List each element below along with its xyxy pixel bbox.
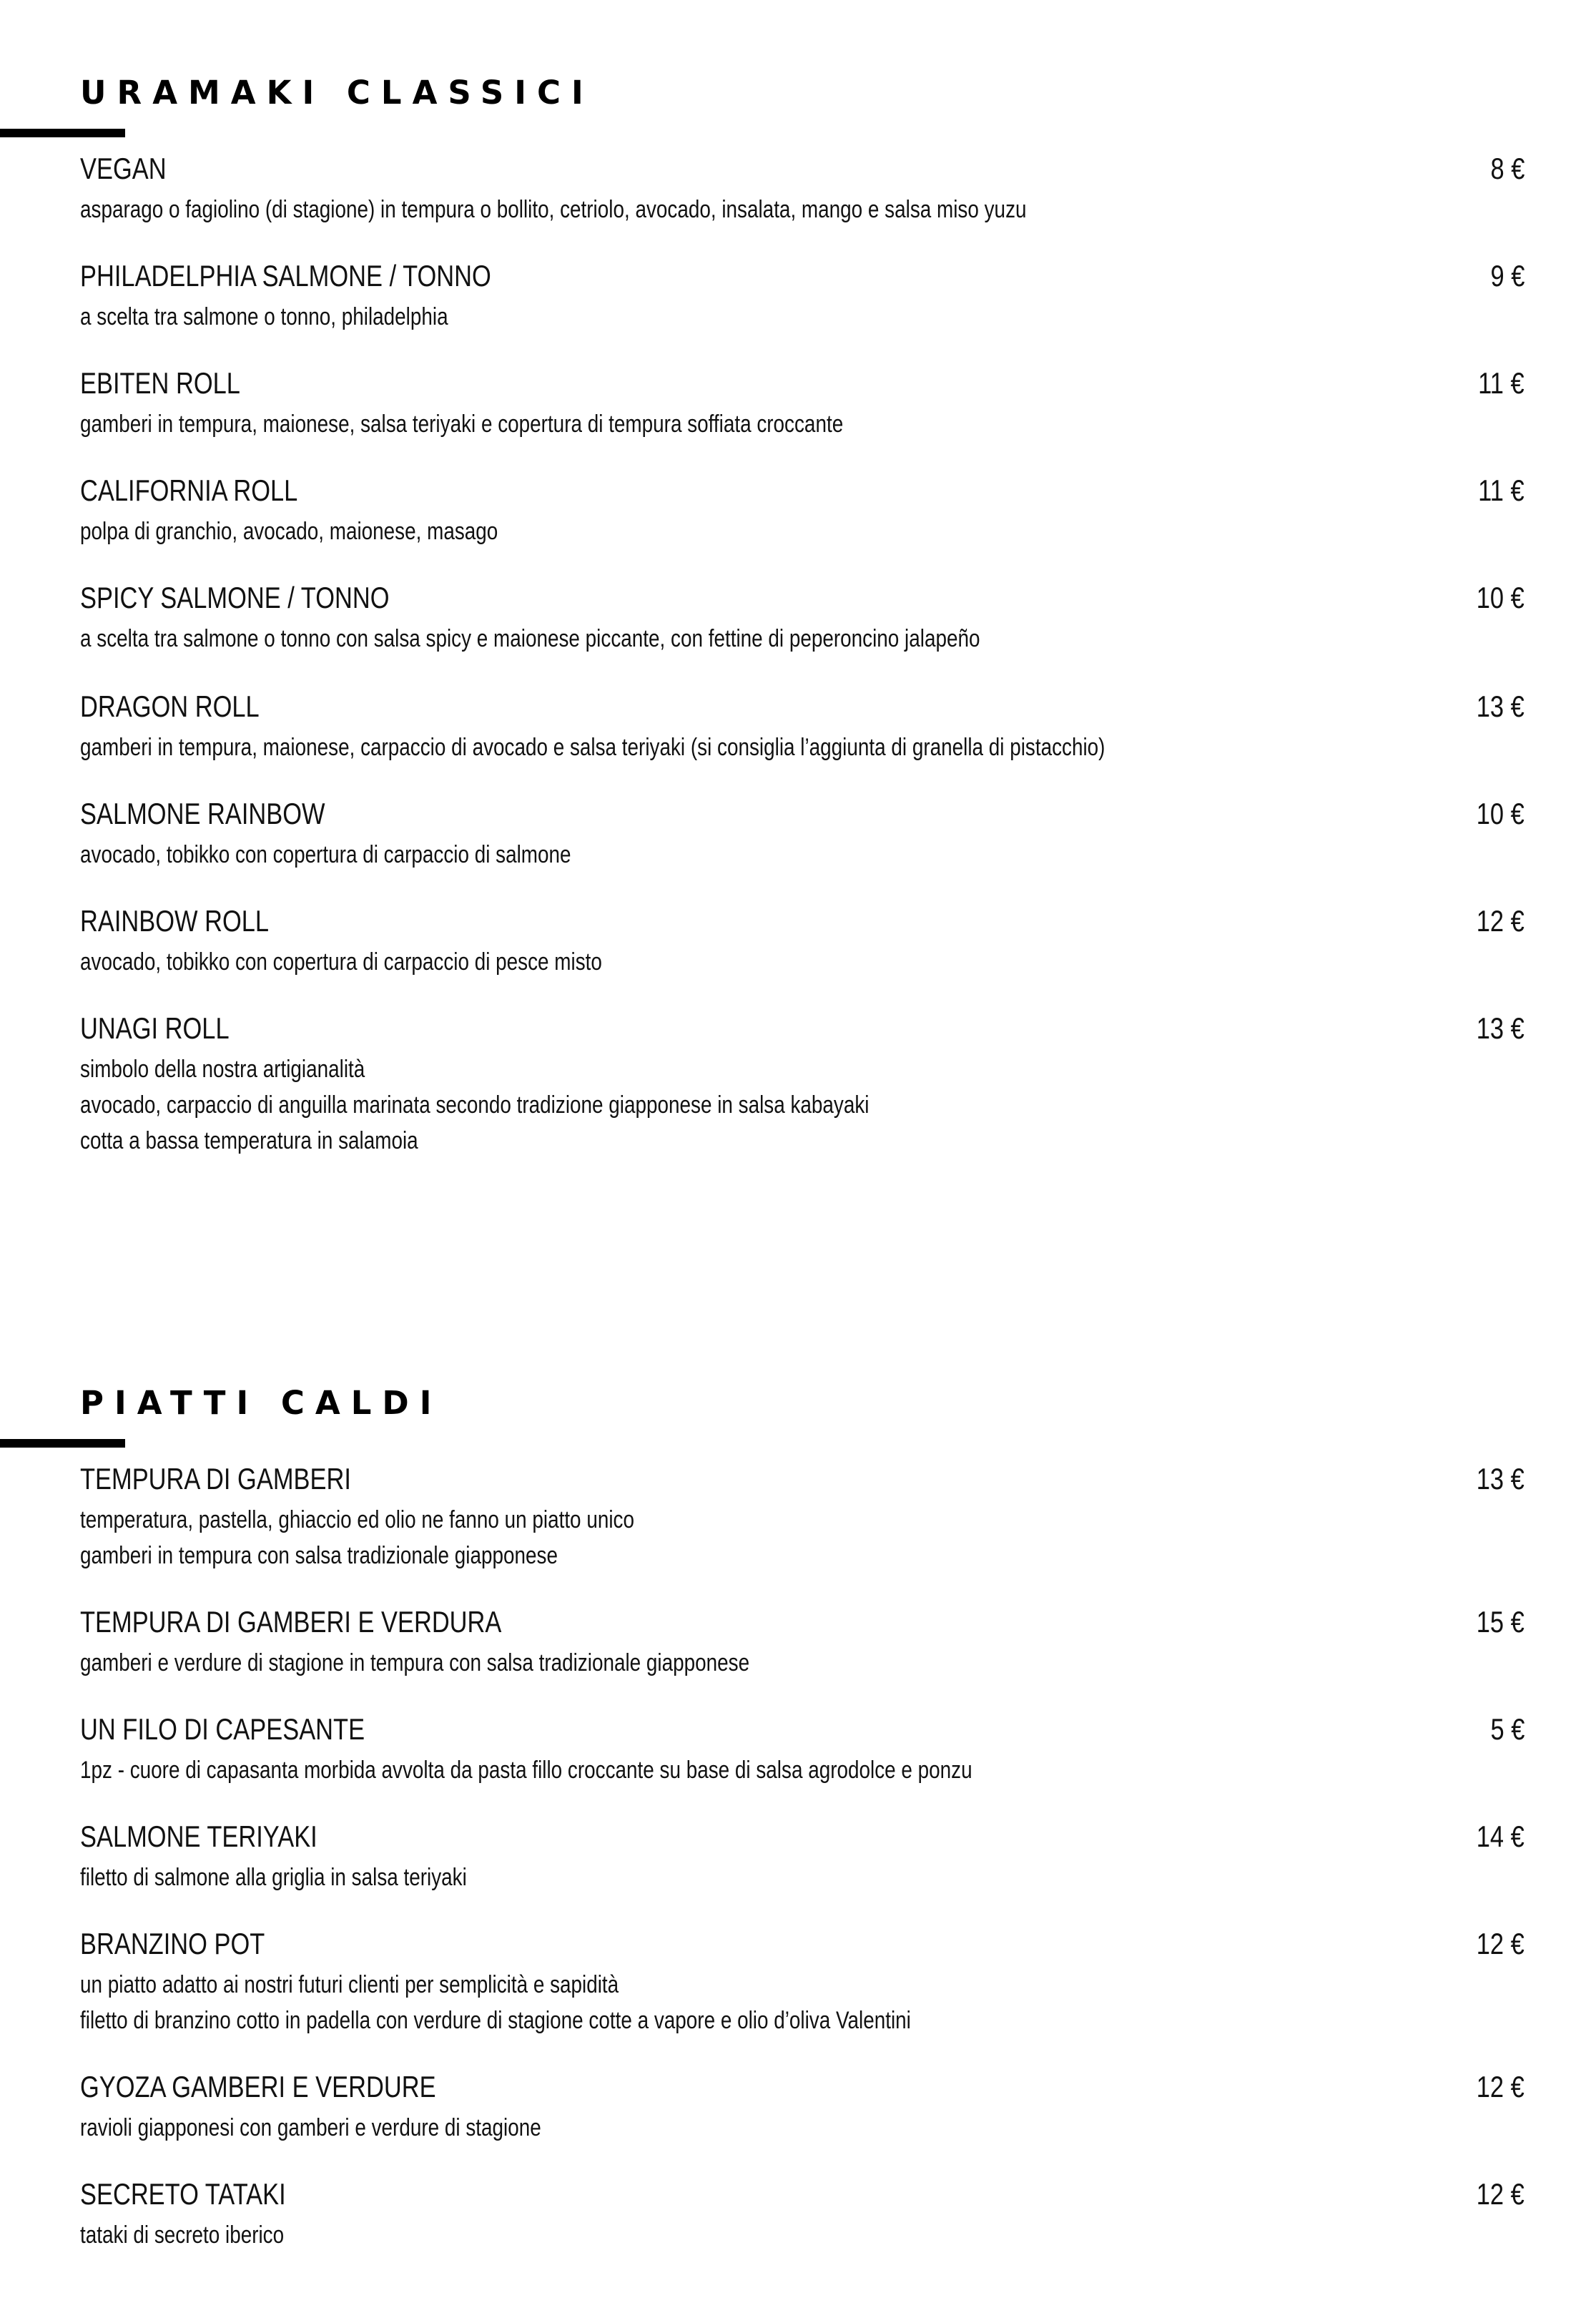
menu-item-description [80, 1860, 552, 1895]
menu-item-description [80, 1967, 1093, 2038]
menu-item-name: SECRETO TATAKI [80, 2177, 286, 2211]
menu-item-price: 10 € [1476, 581, 1524, 614]
menu-item-description-line: avocado, tobikko con copertura di carpaccio di salmone [80, 841, 571, 868]
menu-item-description-line: ravioli giapponesi con gamberi e verdure di stagione [80, 2114, 541, 2141]
menu-item-name: DRAGON ROLL [80, 689, 260, 723]
menu-item-description [80, 837, 679, 873]
menu-item-name: UNAGI ROLL [80, 1011, 230, 1045]
menu-item-description-line: temperatura, pastella, ghiaccio ed olio ne fanno un piatto unico [80, 1506, 634, 1533]
menu-item-price: 11 € [1478, 473, 1524, 507]
menu-item-description [80, 2110, 642, 2146]
menu-item-price: 10 € [1476, 797, 1524, 830]
menu-item-description [80, 730, 1330, 765]
menu-item-description-line: a scelta tra salmone o tonno, philadelphia [80, 303, 448, 330]
menu-item-price: 12 € [1476, 2070, 1524, 2103]
menu-item-description [80, 944, 716, 980]
menu-item-price: 12 € [1476, 1927, 1524, 1960]
menu-item-description-line: asparago o fagiolino (di stagione) in tempura o bollito, cetriolo, avocado, insalata, mango e salsa miso yuzu [80, 196, 1027, 223]
menu-item-description-line: tataki di secreto iberico [80, 2221, 285, 2249]
menu-item-name: RAINBOW ROLL [80, 904, 270, 938]
menu-item-description [80, 1752, 1168, 1788]
menu-item-price: 13 € [1476, 1462, 1524, 1496]
menu-item-description-line: simbolo della nostra artigianalità [80, 1056, 365, 1083]
menu-item-name: TEMPURA DI GAMBERI [80, 1462, 351, 1496]
menu-item-name: EBITEN ROLL [80, 366, 240, 400]
section-title: PIATTI CALDI [80, 1384, 443, 1422]
menu-item-description [80, 2217, 329, 2253]
menu-item-price: 9 € [1490, 259, 1524, 293]
section-title-underline [0, 129, 125, 137]
menu-item-price: 15 € [1476, 1605, 1524, 1639]
menu-item-description-line: un piatto adatto ai nostri futuri clienti per semplicità e sapidità [80, 1971, 619, 1998]
menu-item-description-line: gamberi e verdure di stagione in tempura con salsa tradizionale giapponese [80, 1649, 750, 1676]
menu-item-name: CALIFORNIA ROLL [80, 473, 298, 507]
menu-item-price: 12 € [1476, 904, 1524, 938]
menu-item-price: 13 € [1476, 689, 1524, 723]
menu-item-name: GYOZA GAMBERI E VERDURE [80, 2070, 436, 2103]
menu-item-name: SALMONE TERIYAKI [80, 1820, 317, 1853]
menu-item-description [80, 192, 1234, 227]
menu-item-description [80, 1051, 1043, 1159]
menu-item-description-line: gamberi in tempura, maionese, carpaccio di avocado e salsa teriyaki (si consiglia l’aggiunta di granella di pistacchio) [80, 734, 1105, 761]
menu-item-description [80, 514, 590, 549]
section-title-underline [0, 1439, 125, 1448]
menu-item-description-line: avocado, carpaccio di anguilla marinata secondo tradizione giapponese in salsa kabayaki [80, 1091, 870, 1119]
menu-item-description-line: polpa di granchio, avocado, maionese, masago [80, 518, 498, 545]
menu-item-price: 8 € [1490, 152, 1524, 185]
menu-item-name: PHILADELPHIA SALMONE / TONNO [80, 259, 491, 293]
menu-item-description [80, 1645, 897, 1681]
menu-item-price: 14 € [1476, 1820, 1524, 1853]
menu-item-name: UN FILO DI CAPESANTE [80, 1712, 365, 1746]
menu-item-price: 13 € [1476, 1011, 1524, 1045]
menu-item-description-line: gamberi in tempura, maionese, salsa teriyaki e copertura di tempura soffiata croccante [80, 411, 844, 438]
menu-item-description-line: gamberi in tempura con salsa tradizionale giapponese [80, 1542, 558, 1569]
menu-item-description-line: a scelta tra salmone o tonno con salsa spicy e maionese piccante, con fettine di peperoncino jalapeño [80, 625, 980, 652]
menu-item-description [80, 621, 1178, 657]
menu-item-price: 12 € [1476, 2177, 1524, 2211]
menu-item-description-line: filetto di branzino cotto in padella con verdure di stagione cotte a vapore e olio d’oliva Valentini [80, 2007, 911, 2034]
menu-item-description-line: cotta a bassa temperatura in salamoia [80, 1127, 418, 1154]
menu-item-price: 5 € [1490, 1712, 1524, 1746]
menu-item-name: BRANZINO POT [80, 1927, 265, 1960]
menu-item-description-line: filetto di salmone alla griglia in salsa teriyaki [80, 1864, 467, 1891]
section-title: URAMAKI CLASSICI [80, 74, 594, 112]
menu-item-name: SALMONE RAINBOW [80, 797, 325, 830]
menu-item-name: VEGAN [80, 152, 167, 185]
menu-item-description [80, 299, 529, 335]
menu-item-description-line: avocado, tobikko con copertura di carpaccio di pesce misto [80, 948, 602, 976]
menu-item-name: SPICY SALMONE / TONNO [80, 581, 390, 614]
menu-item-price: 11 € [1478, 366, 1524, 400]
menu-item-description [80, 1502, 756, 1573]
menu-item-name: TEMPURA DI GAMBERI E VERDURA [80, 1605, 502, 1639]
menu-item-description-line: 1pz - cuore di capasanta morbida avvolta da pasta fillo croccante su base di salsa agrodolce e ponzu [80, 1757, 972, 1784]
menu-item-description [80, 406, 1010, 442]
